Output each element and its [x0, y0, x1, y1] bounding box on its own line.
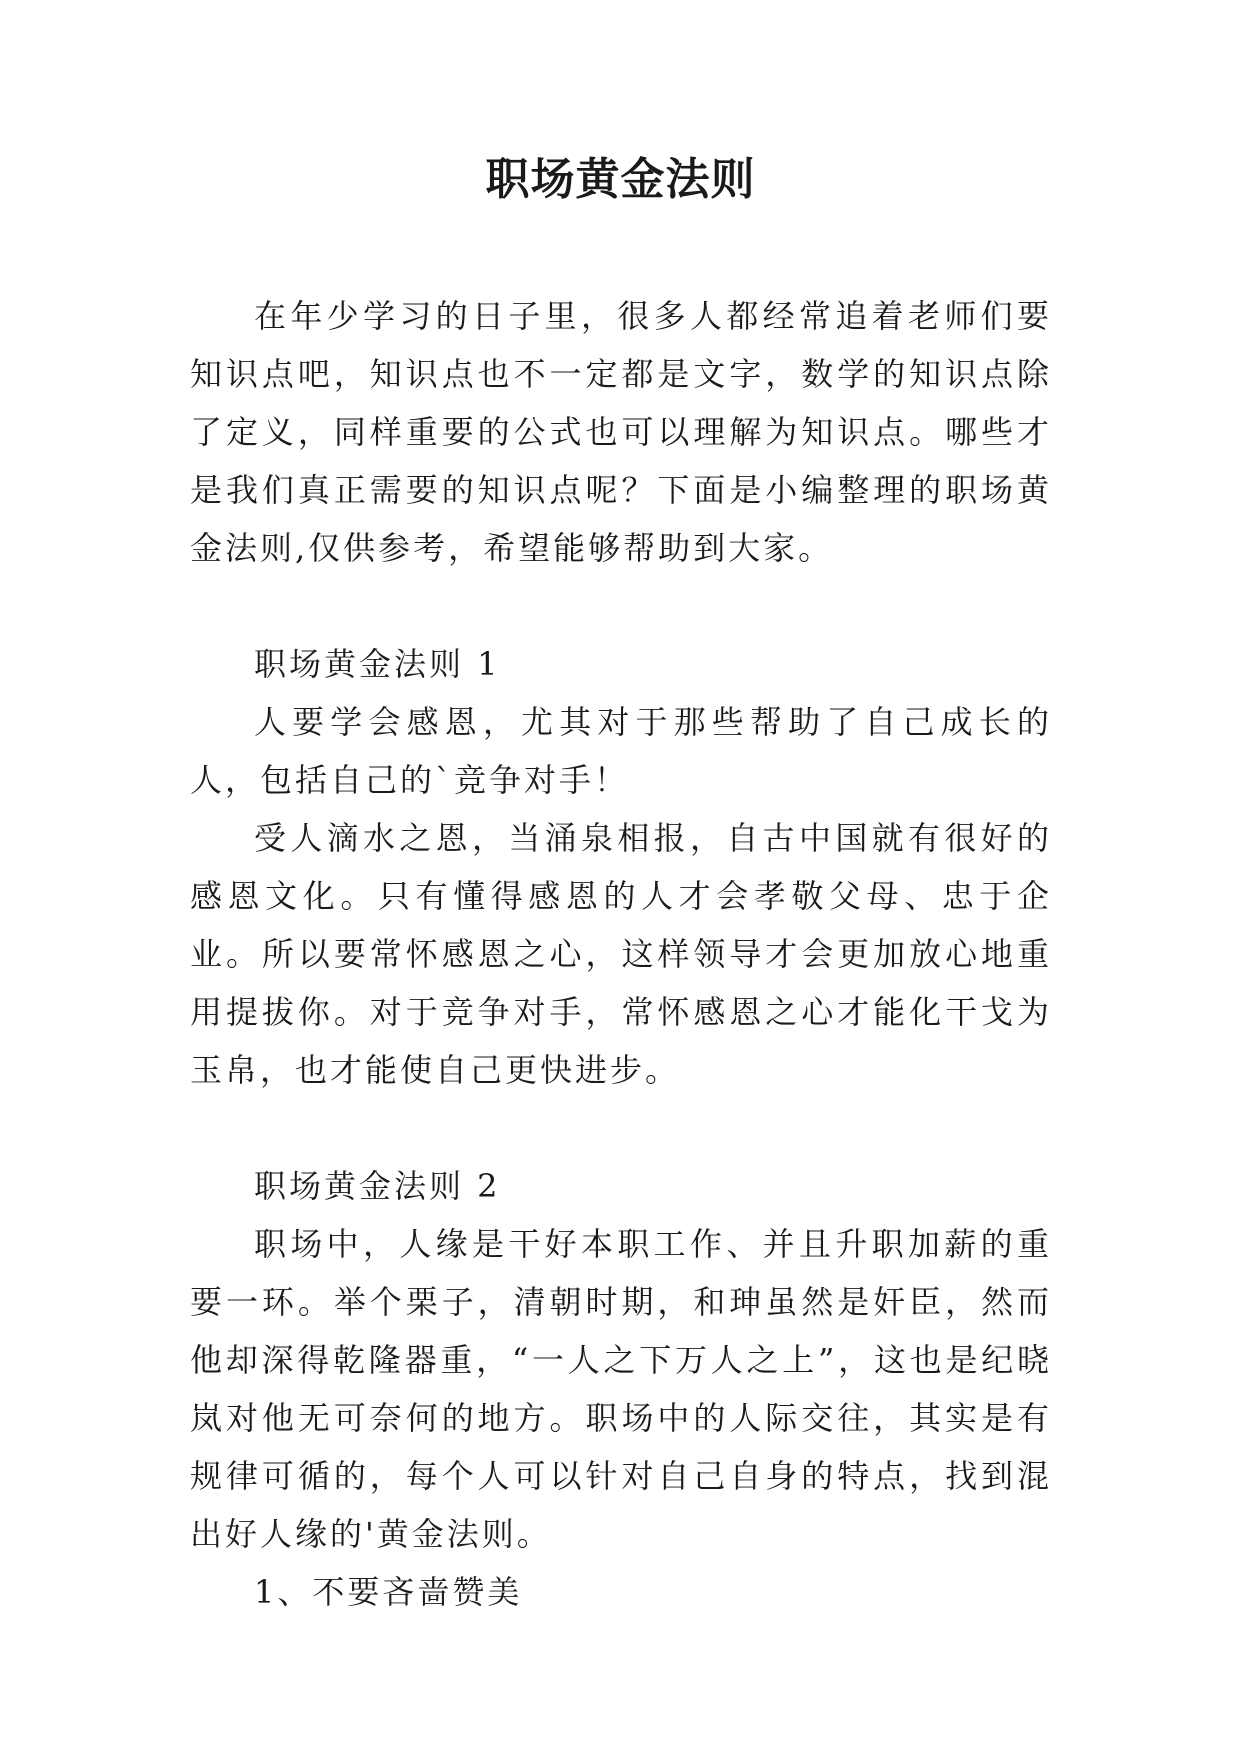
- intro-paragraph: 在年少学习的日子里，很多人都经常追着老师们要知识点吧，知识点也不一定都是文字，数学的知识点除了定义，同样重要的公式也可以理解为知识点。哪些才是我们真正需要的知识点呢？下面是小编整理的职场黄金法则,仅供参考，希望能够帮助到大家。: [190, 297, 1052, 567]
- section-2-list-item-1: 1、不要吝啬赞美: [254, 1573, 523, 1611]
- section-1-heading: 职场黄金法则 1: [254, 645, 501, 683]
- section-1-paragraph-2: 受人滴水之恩，当涌泉相报，自古中国就有很好的感恩文化。只有懂得感恩的人才会孝敬父母、忠于企业。所以要常怀感恩之心，这样领导才会更加放心地重用提拔你。对于竞争对手，常怀感恩之心才能化干戈为玉帛，也才能使自己更快进步。: [190, 819, 1052, 1089]
- paragraph-gap: [190, 577, 1052, 635]
- section-2-heading: 职场黄金法则 2: [254, 1167, 501, 1205]
- document-title: 职场黄金法则: [485, 154, 756, 205]
- document-body: [190, 287, 1052, 1621]
- section-1-paragraph-1: 人要学会感恩，尤其对于那些帮助了自己成长的人，包括自己的`竞争对手！: [190, 703, 1052, 799]
- paragraph-gap: [190, 1099, 1052, 1157]
- section-2-paragraph-1: 职场中，人缘是干好本职工作、并且升职加薪的重要一环。举个栗子，清朝时期，和珅虽然是奸臣，然而他却深得乾隆器重，“一人之下万人之上”，这也是纪晓岚对他无可奈何的地方。职场中的人际交往，其实是有规律可循的，每个人可以针对自己自身的特点，找到混出好人缘的'黄金法则。: [190, 1225, 1052, 1553]
